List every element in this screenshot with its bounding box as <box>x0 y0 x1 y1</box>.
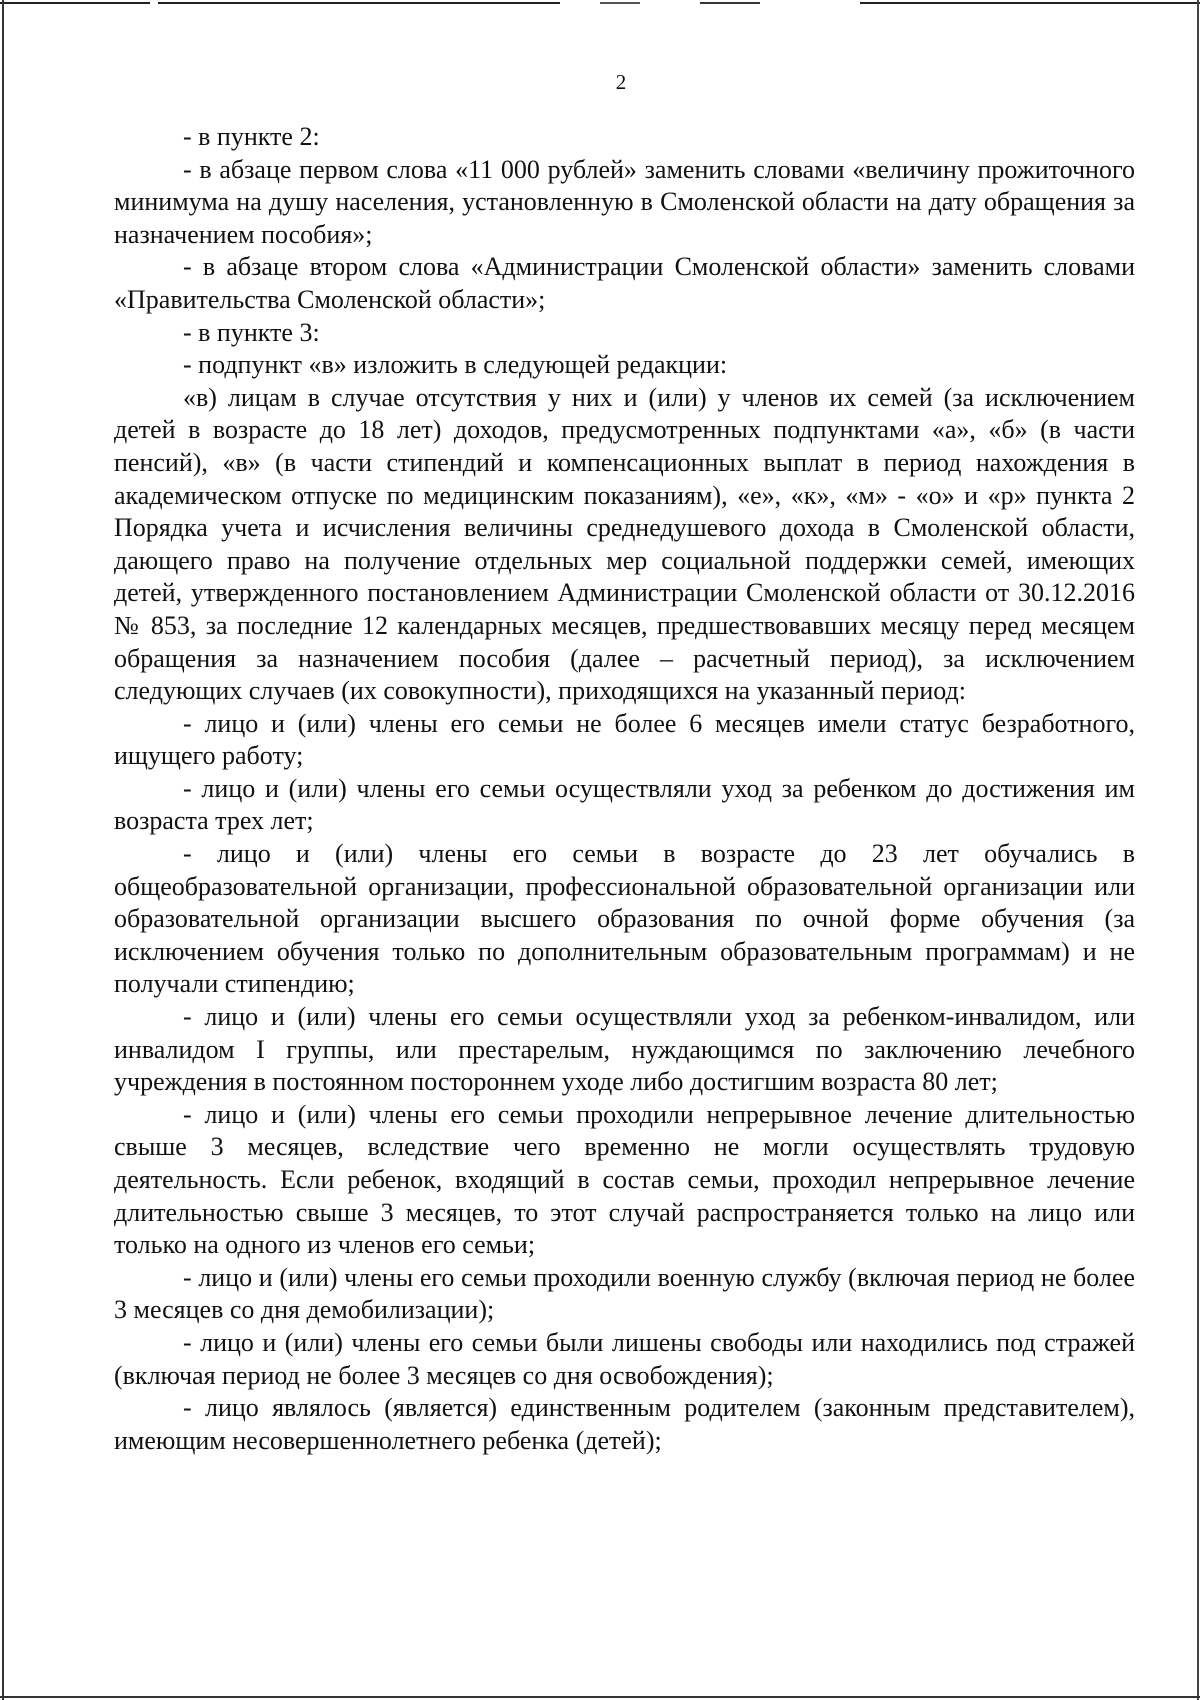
scan-border-bottom <box>0 1696 1200 1698</box>
paragraph-case-education: - лицо и (или) члены его семьи в возрасте до 23 лет обучались в общеобразовательной организации, профессиональной образовательной организации или образовательной организации высшего образования по очной форме обучения (за исключением обучения только по дополнительным образовательным программам) и не получали стипендию; <box>114 839 1135 999</box>
paragraph-amendment-first: - в абзаце первом слова «11 000 рублей» заменить словами «величину прожиточного минимума на душу населения, установленную в Смоленской области на дату обращения за назначением пособия»; <box>114 154 1135 249</box>
paragraph-case-unemployed: - лицо и (или) члены его семьи не более 6 месяцев имели статус безработного, ищущего работу; <box>114 708 1135 771</box>
paragraph-case-military-service: - лицо и (или) члены его семьи проходили военную службу (включая период не более 3 месяцев со дня демобилизации); <box>114 1262 1135 1325</box>
paragraph-case-disabled-care: - лицо и (или) члены его семьи осуществляли уход за ребенком-инвалидом, или инвалидом I группы, или престарелым, нуждающимся по заключению лечебного учреждения в постоянном постороннем уходе либо достигшим возраста 80 лет; <box>114 1002 1135 1097</box>
paragraph-subitem-v-text: «в) лицам в случае отсутствия у них и (или) у членов их семей (за исключением детей в возрасте до 18 лет) доходов, предусмотренных подпунктами «а», «б» (в части пенсий), «в» (в части стипендий и компенсационных выплат в период нахождения в академическом отпуске по медицинским показаниям), «е», «к», «м» - «о» и «р» пункта 2 Порядка учета и исчисления величины среднедушевого дохода в Смоленской области, дающего право на получение отдельных мер социальной поддержки семей, имеющих детей, утвержденного постановлением Администрации Смоленской области от 30.12.2016 № 853, за последние 12 календарных месяцев, предшествовавших месяцу перед месяцем обращения за назначением пособия (далее – расчетный период), за исключением следующих случаев (их совокупности), приходящихся на указанный период: <box>114 382 1135 706</box>
page-number: 2 <box>615 70 627 94</box>
paragraph-case-medical-treatment: - лицо и (или) члены его семьи проходили непрерывное лечение длительностью свыше 3 месяцев, вследствие чего временно не могли осуществлять трудовую деятельность. Если ребенок, входящий в состав семьи, проходил непрерывное лечение длительностью свыше 3 месяцев, то этот случай распространяется только на лицо или только на одного из членов его семьи; <box>114 1099 1135 1260</box>
paragraph-subitem-v-intro: - подпункт «в» изложить в следующей редакции: <box>183 350 728 380</box>
paragraph-case-imprisonment: - лицо и (или) члены его семьи были лишены свободы или находились под стражей (включая период не более 3 месяцев со дня освобождения); <box>114 1327 1135 1390</box>
scan-border-right <box>1197 0 1199 1700</box>
paragraph-amendment-second: - в абзаце втором слова «Администрации Смоленской области» заменить словами «Правительства Смоленской области»; <box>114 252 1135 314</box>
document-body <box>114 121 1135 1457</box>
paragraph-case-single-parent: - лицо являлось (является) единственным родителем (законным представителем), имеющим несовершеннолетнего ребенка (детей); <box>114 1393 1135 1455</box>
scan-border-left <box>2 0 4 1700</box>
paragraph-item-2-heading: - в пункте 2: <box>183 122 320 151</box>
scan-border-top <box>0 2 1200 4</box>
paragraph-case-childcare: - лицо и (или) члены его семьи осуществляли уход за ребенком до достижения им возраста трех лет; <box>114 773 1135 836</box>
paragraph-item-3-heading: - в пункте 3: <box>183 317 320 347</box>
